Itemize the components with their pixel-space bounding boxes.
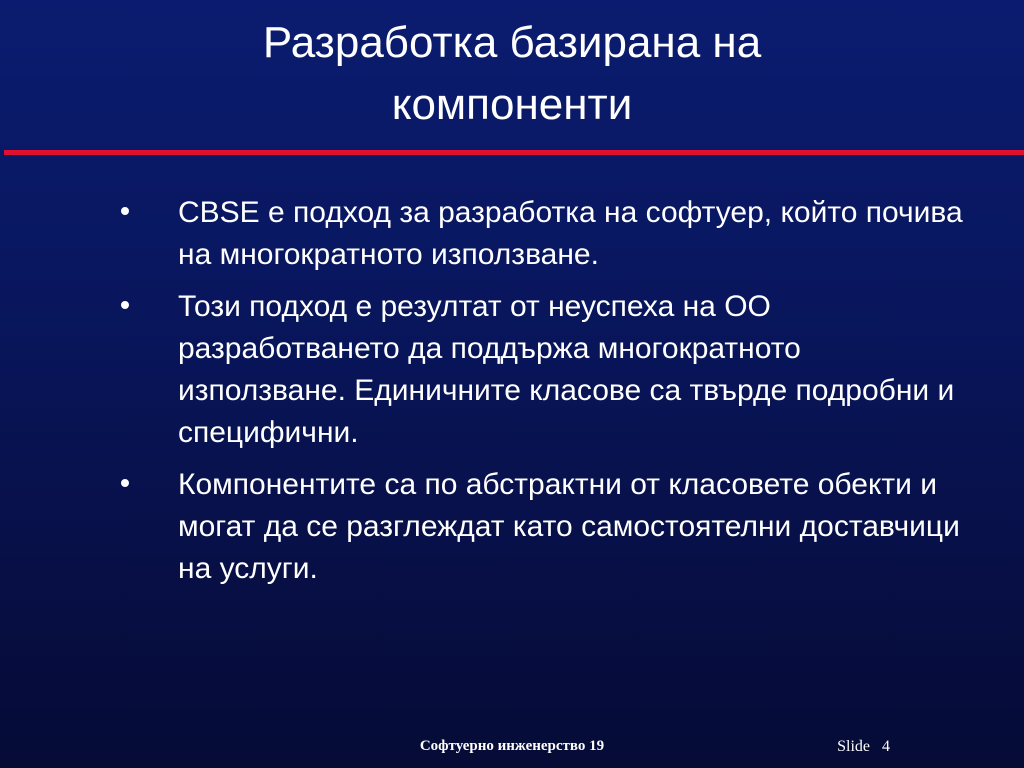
slide-title	[0, 12, 1024, 136]
bullet-dot-icon	[121, 207, 129, 215]
slide-number: 4	[882, 738, 890, 755]
bullet-text: Компонентите са по абстрактни от класовете обекти и могат да се разглеждат като самостоятелни доставчици на услуги.	[178, 468, 960, 585]
bullet-dot-icon	[121, 479, 129, 487]
bullet-item	[0, 192, 968, 276]
footer-slide-indicator	[837, 738, 890, 756]
bullet-text: CBSE е подход за разработка на софтуер, който почива на многократното използване.	[178, 196, 963, 271]
slide-label: Slide	[837, 738, 870, 755]
slide-title-line-2: компоненти	[391, 80, 633, 129]
bullet-dot-icon	[121, 301, 129, 309]
bullet-list	[0, 192, 1024, 600]
bullet-item	[0, 286, 968, 454]
bullet-item	[0, 464, 968, 590]
title-divider	[4, 150, 1024, 155]
slide-title-line-1: Разработка базирана на	[262, 18, 762, 67]
footer-course-title: Софтуерно инженерство 19	[419, 738, 605, 754]
bullet-text: Този подход е резултат от неуспеха на ОО разработването да поддържа многократното използване. Единичните класове са твърде подробни и специфични.	[178, 290, 955, 449]
